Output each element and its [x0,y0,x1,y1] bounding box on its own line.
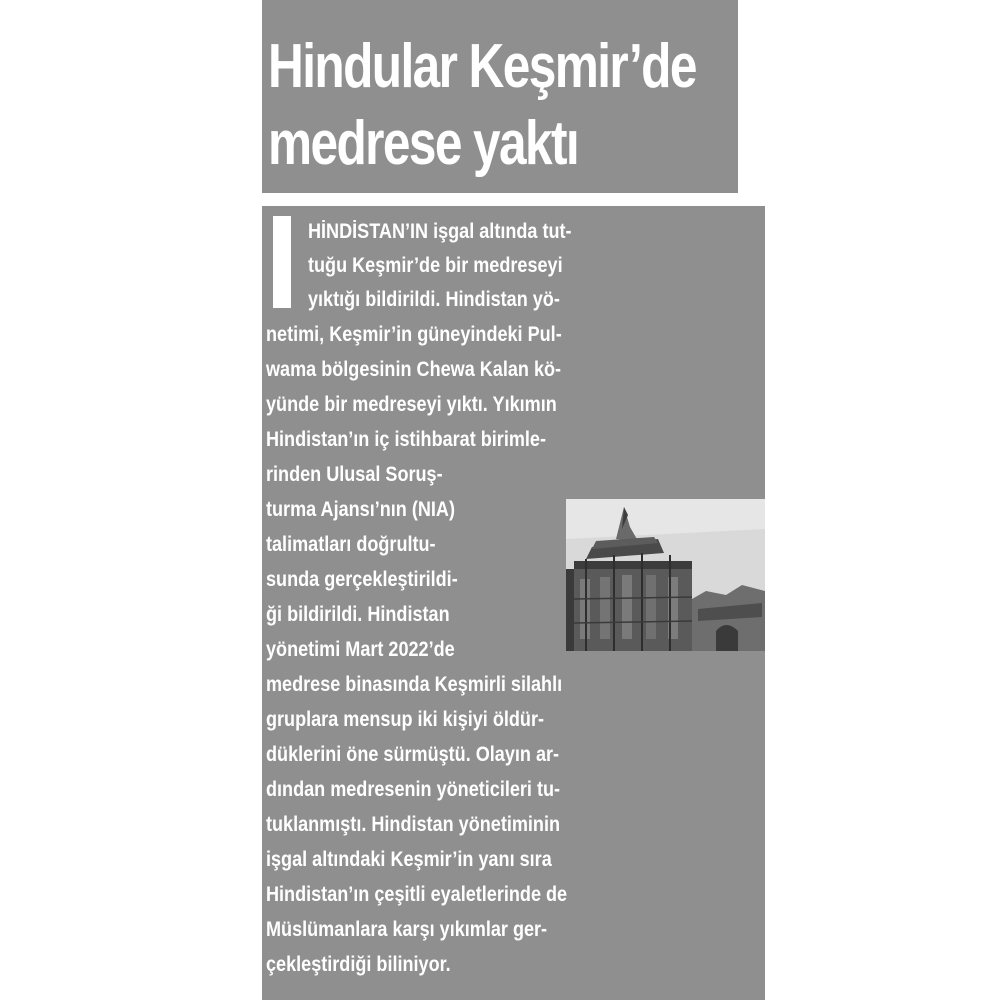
article-lead-word: HİNDİSTAN’IN [308,220,429,243]
article-line: çekleştirdiği biliniyor. [266,953,451,976]
article-line: Hindistan’ın çeşitli eyaletlerinde de [266,883,568,906]
article-line: tuğu Keşmir’de bir medreseyi [308,254,563,277]
article-line: medrese binasında Keşmirli silahlı [266,673,563,696]
dropcap-bar [273,216,291,308]
article-line: sunda gerçekleştirildi- [266,568,458,591]
article-line: rinden Ulusal Soruş- [266,463,443,486]
article-line-text: işgal altında tut- [428,220,572,243]
article-line: dından medresenin yöneticileri tu- [266,778,561,801]
article-line: düklerini öne sürmüştü. Olayın ar- [266,743,560,766]
article-line: turma Ajansı’nın (NIA) [266,498,455,521]
article-line: yıktığı bildirildi. Hindistan yö- [308,288,560,311]
article-line: ği bildirildi. Hindistan [266,603,450,626]
headline-line-2: medrese yaktı [268,109,579,178]
article-line: yönetimi Mart 2022’de [266,638,455,661]
article-line: wama bölgesinin Chewa Kalan kö- [266,358,562,381]
headline-line-1: Hindular Keşmir’de [268,32,696,101]
article-line: Hindistan’ın iç istihbarat birimle- [266,428,546,451]
article-line: yünde bir medreseyi yıktı. Yıkımın [266,393,557,416]
article-line: talimatları doğrultu- [266,533,436,556]
article-line: netimi, Keşmir’in güneyindeki Pul- [266,323,562,346]
article-line: tuklanmıştı. Hindistan yönetiminin [266,813,561,836]
demolished-madrasa-photo [566,499,765,651]
article-line: işgal altındaki Keşmir’in yanı sıra [266,848,552,871]
article-line: Müslümanlara karşı yıkımlar ger- [266,918,548,941]
article-line [308,220,572,244]
article-line: gruplara mensup iki kişiyi öldür- [266,708,544,731]
